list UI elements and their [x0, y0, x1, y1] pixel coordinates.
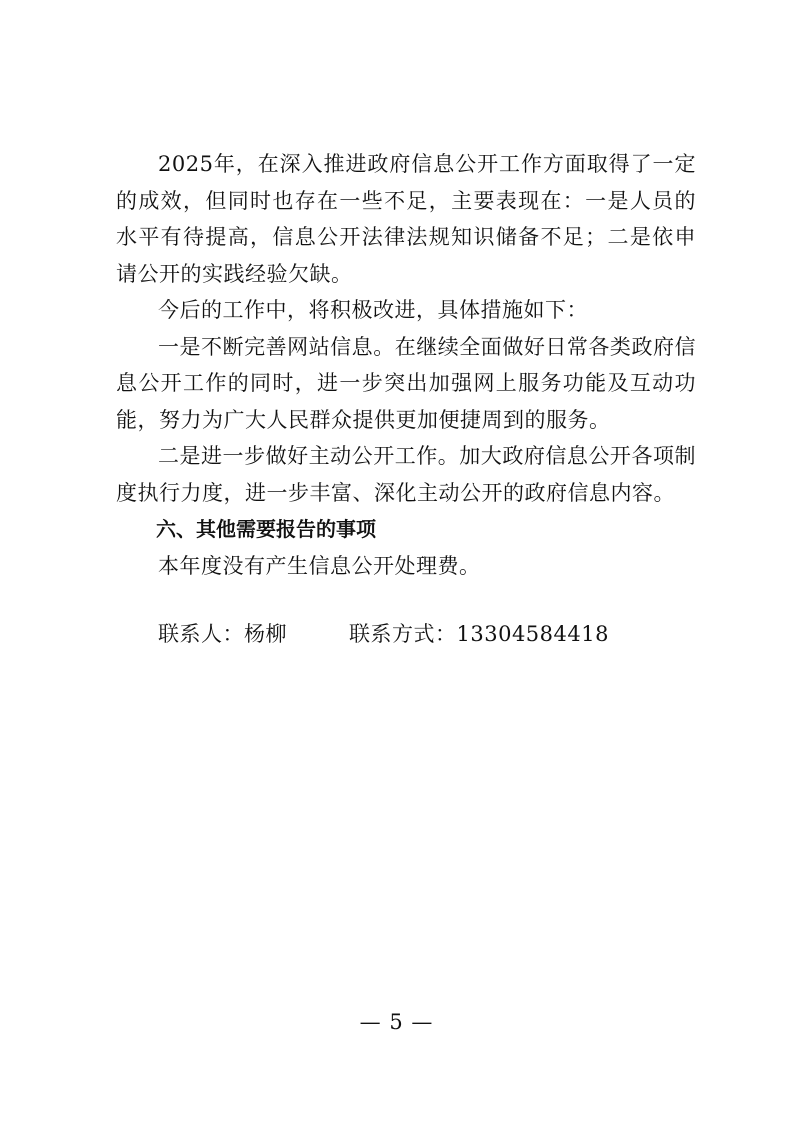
paragraph-measure-two: 二是进一步做好主动公开工作。加大政府信息公开各项制度执行力度，进一步丰富、深化主动公开的政府信息内容。: [116, 444, 696, 505]
paragraph-measure-one: 一是不断完善网站信息。在继续全面做好日常各类政府信息公开工作的同时，进一步突出加强网上服务功能及互动功能，努力为广大人民群众提供更加便捷周到的服务。: [116, 334, 696, 432]
contact-line: [116, 616, 696, 653]
section-heading-other-matters: 六、其他需要报告的事项: [156, 517, 376, 541]
contact-person: 联系人：杨柳: [158, 622, 287, 646]
paragraph-no-fees: 本年度没有产生信息公开处理费。: [158, 553, 481, 578]
paragraph-improvement-intro: 今后的工作中，将积极改进，具体措施如下：: [158, 298, 588, 322]
contact-method: 联系方式：13304584418: [349, 622, 609, 646]
paragraph-shortcomings: 2025年，在深入推进政府信息公开工作方面取得了一定的成效，但同时也存在一些不足，主要表现在：一是人员的水平有待提高，信息公开法律法规知识储备不足；二是依申请公开的实践经验欠缺。: [116, 152, 696, 286]
page-number: — 5 —: [359, 1010, 434, 1034]
document-body: [116, 146, 696, 653]
